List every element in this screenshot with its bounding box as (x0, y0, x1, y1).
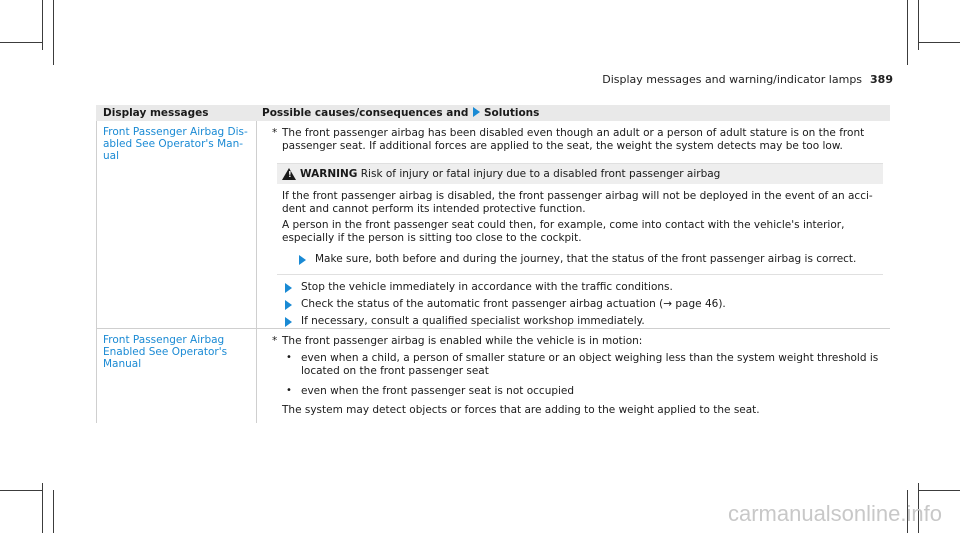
cause-text: The front passenger airbag is enabled while the vehicle is in motion: (282, 335, 643, 347)
footnote-star: * (272, 127, 278, 139)
step-arrow-icon (285, 317, 292, 327)
step-arrow-icon (285, 283, 292, 293)
row-separator (96, 328, 890, 329)
message-airbag-disabled: Front Passenger Airbag Dis- abled See Operator's Man- ual (103, 126, 248, 162)
step-arrow-icon (299, 255, 306, 265)
play-icon (473, 107, 480, 117)
step-consult-workshop: If necessary, consult a qualified specialist workshop immediately. (301, 315, 645, 327)
crop-mark (0, 42, 43, 43)
bullet-icon: • (286, 352, 292, 363)
warning-paragraph-1: If the front passenger airbag is disabled, the front passenger airbag will not be deployed in the event of an acci- dent and cannot perform its intended protective function. (282, 190, 873, 215)
crop-mark (53, 0, 54, 65)
warning-step: Make sure, both before and during the journey, that the status of the front passenger airbag is correct. (315, 253, 857, 265)
bullet-icon: • (286, 385, 292, 396)
running-header (602, 73, 893, 86)
warning-paragraph-2: A person in the front passenger seat could then, for example, come into contact with the vehicle's interior, especially if the person is sitting too close to the cockpit. (282, 219, 845, 244)
message-airbag-enabled: Front Passenger Airbag Enabled See Operator's Manual (103, 334, 228, 370)
bullet-item: even when the front passenger seat is not occupied (301, 385, 575, 397)
section-title: Display messages and warning/indicator lamps (602, 73, 863, 86)
warning-triangle-icon: ! (282, 168, 296, 180)
step-arrow-icon (285, 300, 292, 310)
footnote-star: * (272, 335, 278, 347)
column-divider-left (96, 121, 97, 423)
crop-mark (918, 42, 960, 43)
cause-text: The front passenger airbag has been disabled even though an adult or a person of adult stature is on the front passenger seat. If additional forces are applied to the seat, the weight the system detects may be too low. (282, 127, 865, 152)
step-check-status: Check the status of the automatic front passenger airbag actuation (→ page 46). (301, 298, 726, 310)
crop-mark (918, 490, 960, 491)
bullet-item: even when a child, a person of smaller stature or an object weighing less than the system weight threshold is located on the front passenger seat (301, 352, 879, 377)
watermark: carmanualsonline.info (727, 501, 942, 526)
crop-mark (907, 0, 908, 65)
row-footer-text: The system may detect objects or forces that are adding to the weight applied to the seat. (282, 404, 760, 416)
display-messages-table (96, 105, 890, 423)
page-number: 389 (870, 73, 893, 86)
crop-mark (0, 490, 43, 491)
warning-box (277, 163, 883, 275)
table-header (96, 105, 890, 121)
column-divider-middle (256, 121, 257, 423)
warning-heading: WARNING Risk of injury or fatal injury due to a disabled front passenger airbag (300, 168, 721, 180)
col-header-messages: Display messages (103, 107, 209, 119)
step-stop-vehicle: Stop the vehicle immediately in accordance with the traffic conditions. (301, 281, 673, 293)
crop-mark (53, 490, 54, 533)
col-header-causes: Possible causes/consequences and Solutions (262, 107, 540, 119)
